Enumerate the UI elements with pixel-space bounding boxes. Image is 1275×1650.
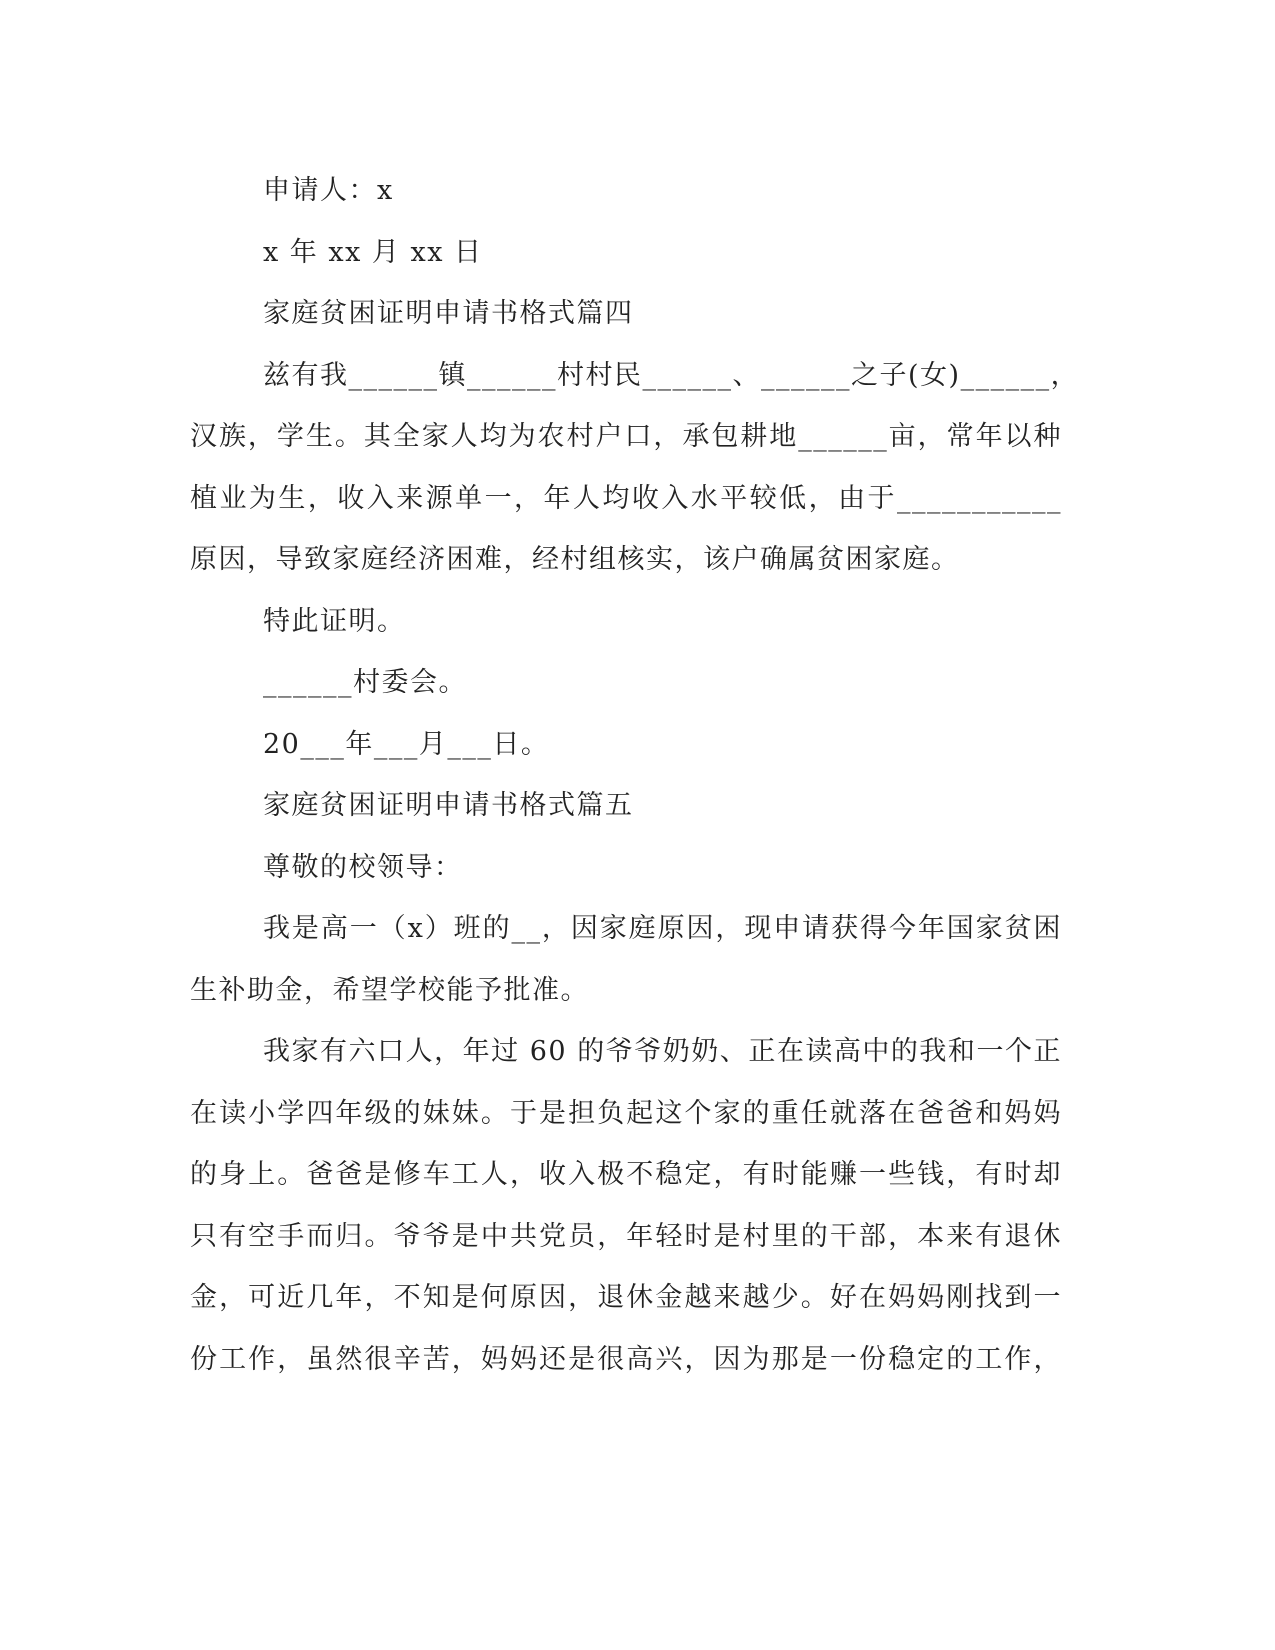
paragraph-line: 生补助金，希望学校能予批准。 <box>190 974 589 1006</box>
blank-date-line: 20___年___月___日。 <box>263 728 550 760</box>
section-heading-5: 家庭贫困证明申请书格式篇五 <box>263 790 634 821</box>
certify-line: 特此证明。 <box>263 605 406 637</box>
salutation-line: 尊敬的校领导： <box>263 851 463 883</box>
document-body <box>190 160 1080 1390</box>
village-committee-line: ______村委会。 <box>263 667 467 698</box>
section-heading-4: 家庭贫困证明申请书格式篇四 <box>263 298 634 329</box>
paragraph-line: 植业为生，收入来源单一，年人均收入水平较低，由于___________ <box>190 482 1062 514</box>
paragraph-line: 份工作，虽然很辛苦，妈妈还是很高兴，因为那是一份稳定的工作， <box>190 1343 1062 1375</box>
paragraph-line: 原因，导致家庭经济困难，经村组核实，该户确属贫困家庭。 <box>190 544 960 575</box>
paragraph-line: 汉族，学生。其全家人均为农村户口，承包耕地______亩，常年以种 <box>190 421 1062 452</box>
paragraph-line: 我是高一（x）班的__，因家庭原因，现申请获得今年国家贫困 <box>263 913 1062 944</box>
paragraph-line: 只有空手而归。爷爷是中共党员，年轻时是村里的干部，本来有退休 <box>190 1220 1062 1252</box>
paragraph-line: 在读小学四年级的妹妹。于是担负起这个家的重任就落在爸爸和妈妈 <box>190 1097 1062 1129</box>
paragraph-line: 兹有我______镇______村村民______、______之子(女)______， <box>263 359 1080 391</box>
date-line: x 年 xx 月 xx 日 <box>263 236 483 268</box>
applicant-line: 申请人：x <box>263 175 394 206</box>
paragraph-line: 的身上。爸爸是修车工人，收入极不稳定，有时能赚一些钱，有时却 <box>190 1159 1062 1190</box>
paragraph-line: 金，可近几年，不知是何原因，退休金越来越少。好在妈妈刚找到一 <box>190 1282 1062 1313</box>
paragraph-line: 我家有六口人，年过 60 的爷爷奶奶、正在读高中的我和一个正 <box>263 1036 1062 1067</box>
